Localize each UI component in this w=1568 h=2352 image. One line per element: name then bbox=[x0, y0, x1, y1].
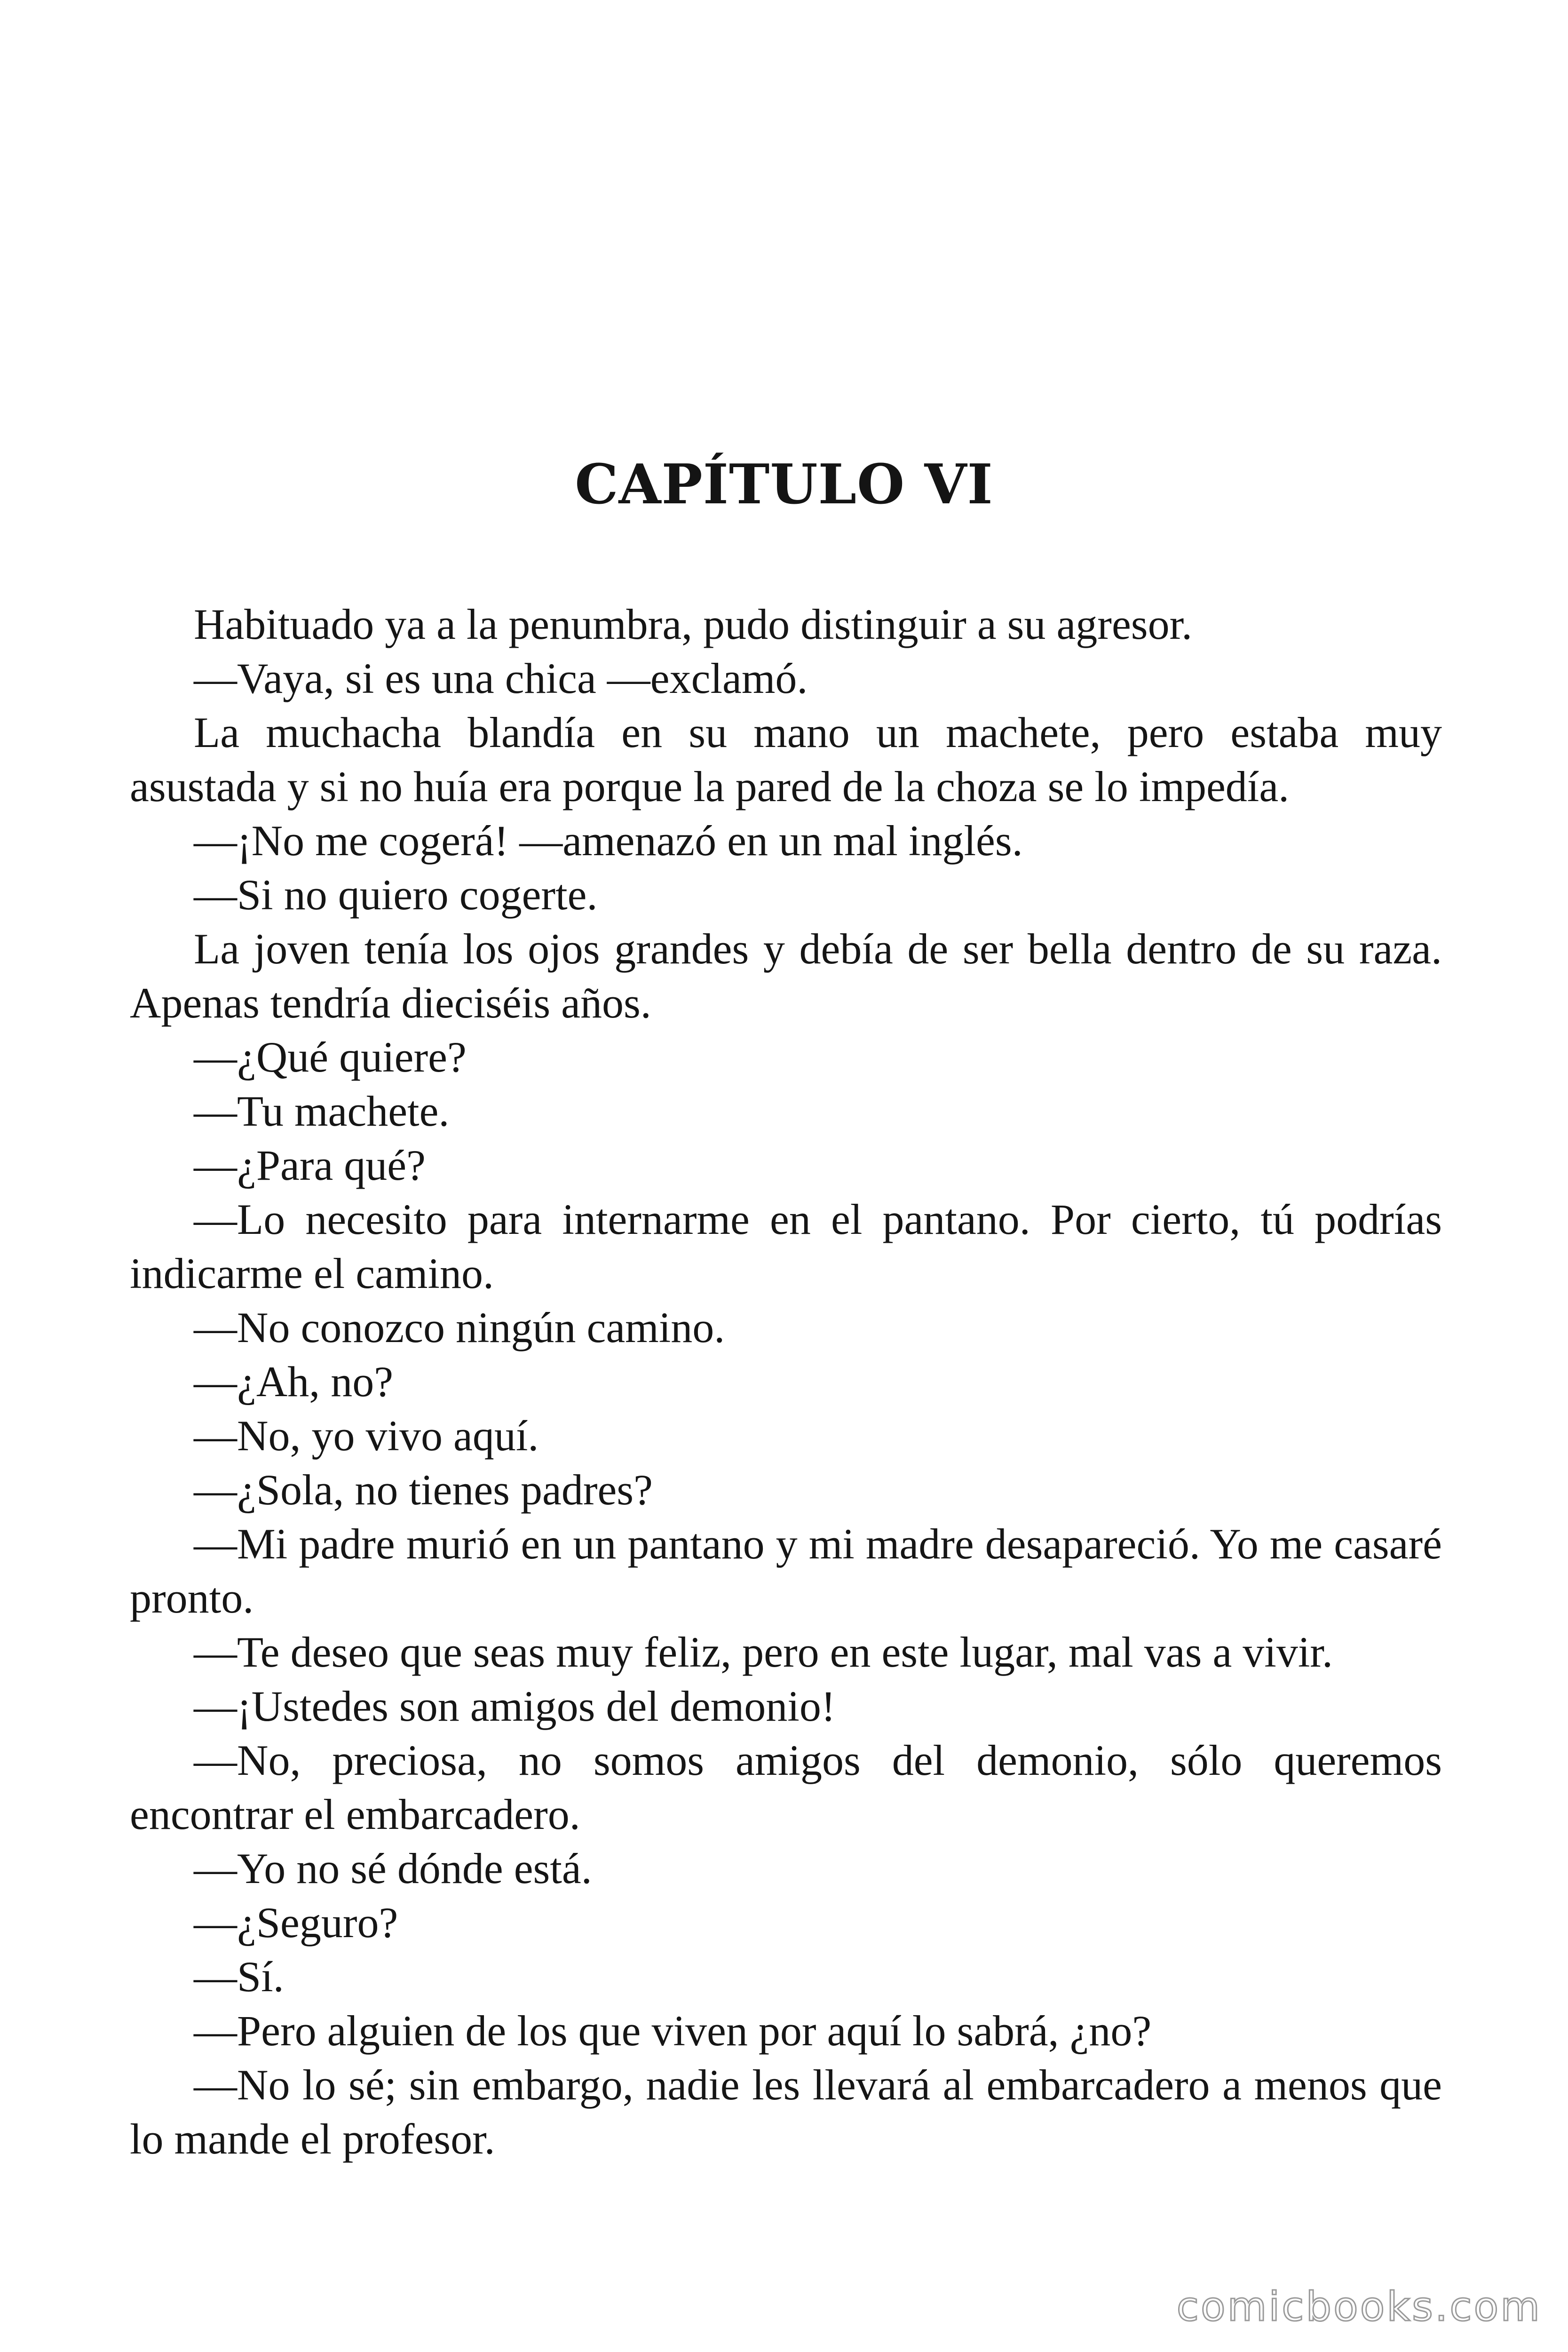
chapter-body bbox=[130, 597, 1442, 2166]
paragraph: —¡No me cogerá! —amenazó en un mal inglés. bbox=[194, 817, 1023, 865]
watermark: comicbooks.com bbox=[1176, 2283, 1542, 2330]
paragraph: —¿Para qué? bbox=[194, 1141, 426, 1189]
paragraph: —Mi padre murió en un pantano y mi madre desapareció. Yo me casaré pronto. bbox=[130, 1520, 1442, 1622]
paragraph: —¿Ah, no? bbox=[194, 1358, 394, 1406]
paragraph: —Vaya, si es una chica —exclamó. bbox=[194, 654, 808, 702]
paragraph: La muchacha blandía en su mano un machete, pero estaba muy asustada y si no huía era porque la pared de la choza se lo impedía. bbox=[130, 708, 1442, 810]
paragraph: —¿Seguro? bbox=[194, 1899, 398, 1947]
paragraph: La joven tenía los ojos grandes y debía de ser bella dentro de su raza. Apenas tendría dieciséis años. bbox=[130, 925, 1442, 1027]
paragraph: —Te deseo que seas muy feliz, pero en este lugar, mal vas a vivir. bbox=[194, 1628, 1333, 1676]
paragraph: —Pero alguien de los que viven por aquí lo sabrá, ¿no? bbox=[194, 2007, 1152, 2055]
paragraph: —Si no quiero cogerte. bbox=[194, 871, 598, 919]
paragraph: Habituado ya a la penumbra, pudo distinguir a su agresor. bbox=[194, 600, 1193, 648]
paragraph: —¿Sola, no tienes padres? bbox=[194, 1466, 653, 1514]
paragraph: —Lo necesito para internarme en el pantano. Por cierto, tú podrías indicarme el camino. bbox=[130, 1195, 1442, 1297]
paragraph: —¡Ustedes son amigos del demonio! bbox=[194, 1682, 836, 1730]
paragraph: —No conozco ningún camino. bbox=[194, 1303, 725, 1351]
paragraph: —Tu machete. bbox=[194, 1087, 450, 1135]
paragraph: —¿Qué quiere? bbox=[194, 1033, 467, 1081]
paragraph: —No, preciosa, no somos amigos del demonio, sólo queremos encontrar el embarcadero. bbox=[130, 1736, 1442, 1838]
paragraph: —Yo no sé dónde está. bbox=[194, 1844, 592, 1892]
paragraph: —No, yo vivo aquí. bbox=[194, 1412, 539, 1460]
chapter-title: CAPÍTULO VI bbox=[575, 453, 993, 516]
paragraph: —No lo sé; sin embargo, nadie les llevará al embarcadero a menos que lo mande el profesor. bbox=[130, 2061, 1442, 2163]
paragraph: —Sí. bbox=[194, 1953, 284, 2001]
